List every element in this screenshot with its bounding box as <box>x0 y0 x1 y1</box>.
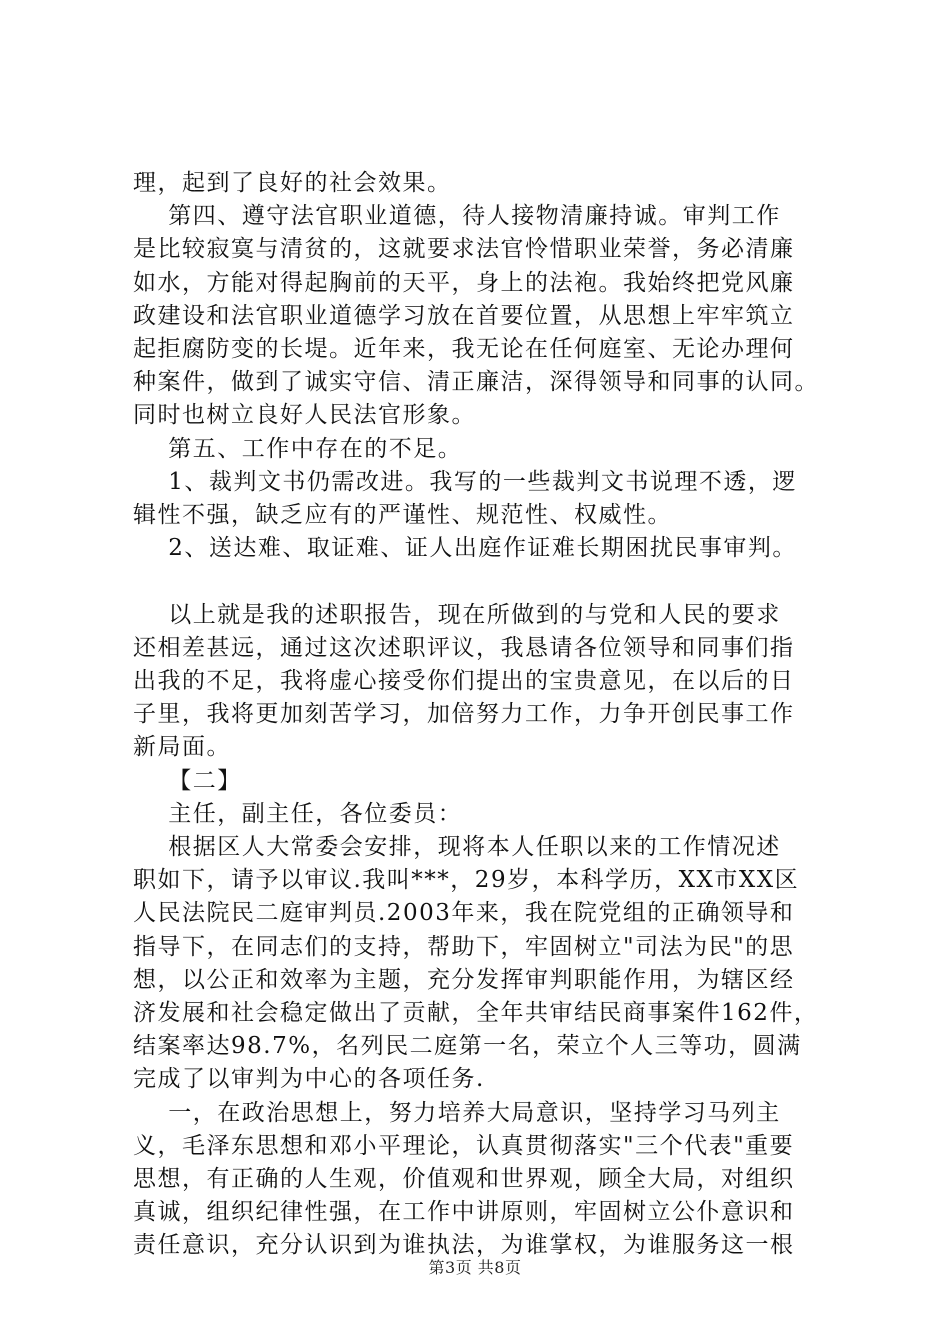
text-line: 1、裁判文书仍需改进。我写的一些裁判文书说理不透，逻 <box>133 468 797 495</box>
text-line: 子里，我将更加刻苦学习，加倍努力工作，力争开创民事工作 <box>133 701 795 728</box>
text-line: 2、送达难、取证难、证人出庭作证难长期困扰民事审判。 <box>133 535 797 562</box>
text-line: 主任，副主任，各位委员： <box>133 800 463 827</box>
text-line: 真诚，组织纪律性强，在工作中讲原则，牢固树立公仆意识和 <box>133 1199 795 1226</box>
text-line: 结案率达98.7%，名列民二庭第一名，荣立个人三等功，圆满 <box>133 1033 802 1060</box>
text-line: 辑性不强，缺乏应有的严谨性、规范性、权威性。 <box>133 502 672 529</box>
text-line: 根据区人大常委会安排，现将本人任职以来的工作情况述 <box>133 834 781 861</box>
text-line: 如水，方能对得起胸前的天平，身上的法袍。我始终把党风廉 <box>133 269 795 296</box>
text-line: 政建设和法官职业道德学习放在首要位置，从思想上牢牢筑立 <box>133 302 795 329</box>
text-line: 人民法院民二庭审判员.2003年来，我在院党组的正确领导和 <box>133 900 795 927</box>
text-line: 是比较寂寞与清贫的，这就要求法官怜惜职业荣誉，务必清廉 <box>133 236 795 263</box>
text-line: 同时也树立良好人民法官形象。 <box>133 402 476 429</box>
text-line: 以上就是我的述职报告，现在所做到的与党和人民的要求 <box>133 601 781 628</box>
text-line: 济发展和社会稳定做出了贡献，全年共审结民商事案件162件， <box>133 1000 819 1027</box>
text-line: 一，在政治思想上，努力培养大局意识，坚持学习马列主 <box>133 1099 781 1126</box>
text-line: 起拒腐防变的长堤。近年来，我无论在任何庭室、无论办理何 <box>133 336 795 363</box>
text-line: 责任意识，充分认识到为谁执法，为谁掌权，为谁服务这一根 <box>133 1232 795 1259</box>
blank-line <box>133 565 833 598</box>
text-line: 新局面。 <box>133 734 231 761</box>
text-line: 第五、工作中存在的不足。 <box>133 435 463 462</box>
text-line: 指导下，在同志们的支持，帮助下，牢固树立"司法为民"的思 <box>133 933 795 960</box>
page-footer: 第3页 共8页 <box>428 1258 522 1277</box>
text-line: 【二】 <box>133 767 242 794</box>
text-line: 第四、遵守法官职业道德，待人接物清廉持诚。审判工作 <box>133 203 781 230</box>
text-line: 职如下，请予以审议.我叫***，29岁，本科学历，XX市XX区 <box>133 867 800 894</box>
text-line: 思想，有正确的人生观，价值观和世界观，顾全大局，对组织 <box>133 1166 795 1193</box>
text-line: 完成了以审判为中心的各项任务. <box>133 1066 485 1093</box>
text-line: 出我的不足，我将虚心接受你们提出的宝贵意见，在以后的日 <box>133 668 795 695</box>
text-line: 理，起到了良好的社会效果。 <box>133 170 452 196</box>
text-line: 还相差甚远，通过这次述职评议，我恳请各位领导和同事们指 <box>133 634 795 661</box>
text-line: 义，毛泽东思想和邓小平理论，认真贯彻落实"三个代表"重要 <box>133 1132 795 1159</box>
document-body <box>133 167 833 1263</box>
text-line: 种案件，做到了诚实守信、清正廉洁，深得领导和同事的认同。 <box>133 369 819 396</box>
text-line: 想，以公正和效率为主题，充分发挥审判职能作用，为辖区经 <box>133 966 795 993</box>
